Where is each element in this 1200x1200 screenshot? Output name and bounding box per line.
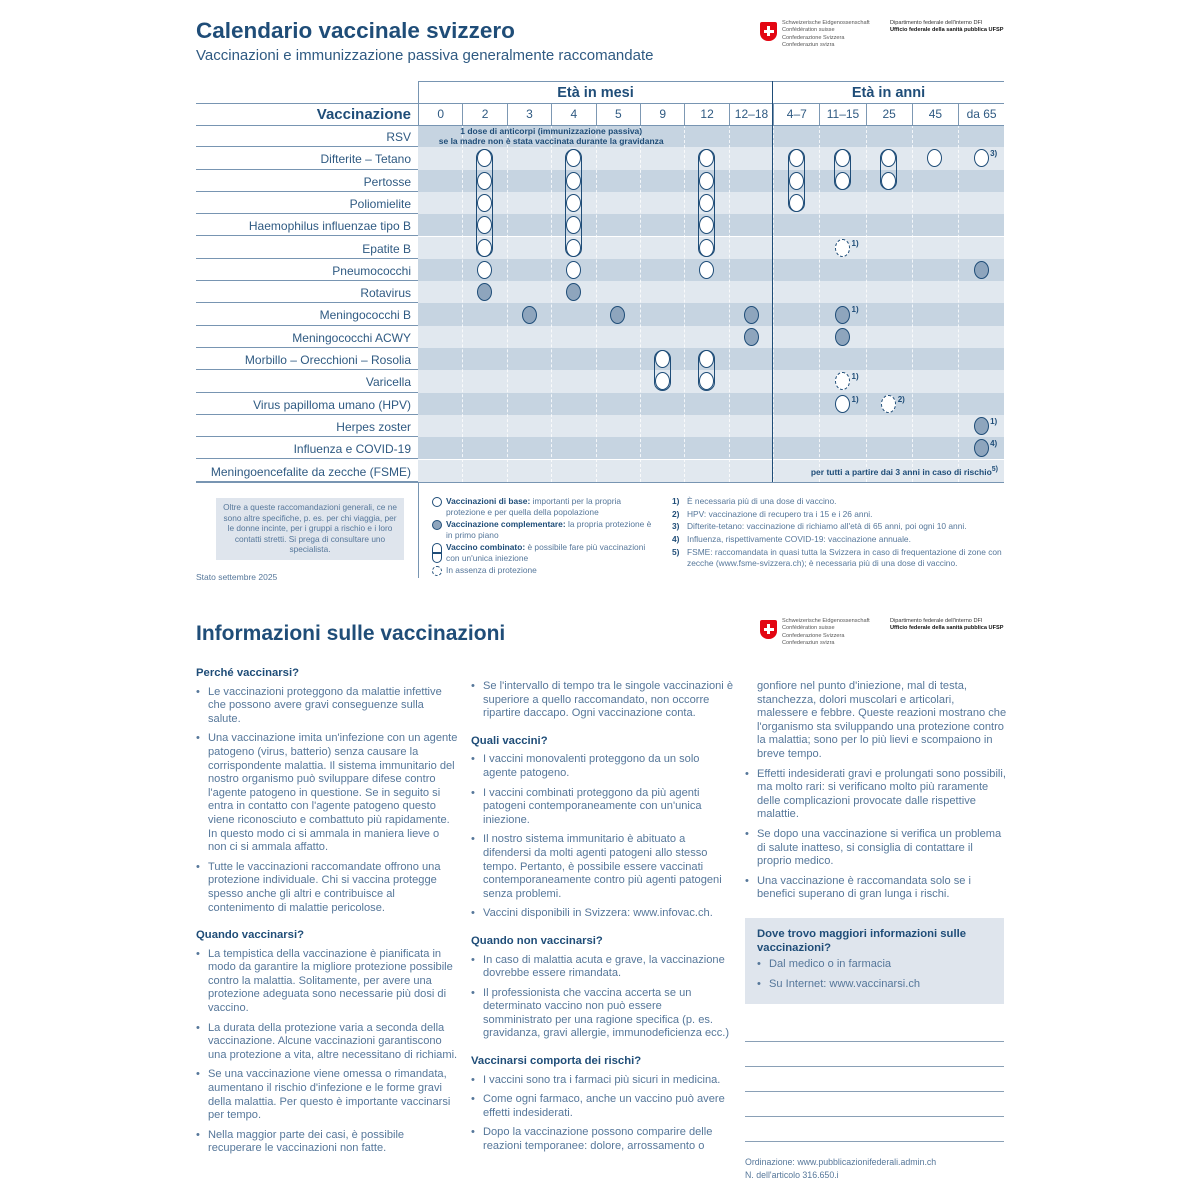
bullet-item: • Una vaccinazione è raccomandata solo se i benefici superano di gran lunga i rischi.: [745, 875, 1007, 902]
bullet-item: • Tutte le vaccinazioni raccomandate offrono una protezione individuale. Chi si vaccina protegge spesso anche gli altri e contribuisce al contenimento di malattie pericolose.: [196, 861, 458, 915]
column-separator: [819, 125, 820, 482]
column-header: da 65: [958, 104, 1004, 125]
footnote-ref: 2): [897, 394, 905, 404]
swiss-flag-icon: [760, 620, 777, 639]
bullet-item: • Se l'intervallo di tempo tra le singole vaccinazioni è superiore a quello raccomandato, non occorre ripartire daccapo. Ogni vaccinazione conta.: [471, 680, 733, 721]
row-label-3: Poliomielite: [196, 192, 418, 214]
footnote-ref: 1): [851, 238, 859, 248]
basic-vaccination-circle-icon: [835, 172, 850, 190]
row-label-1: Difterite – Tetano: [196, 147, 418, 169]
info-column-2: [471, 680, 733, 1168]
label-column-divider: [418, 81, 419, 125]
footnote: [672, 496, 1007, 507]
basic-vaccination-circle-icon: [789, 172, 804, 190]
combo2-legend-icon: [432, 543, 442, 563]
complementary-vaccination-circle-icon: [835, 328, 850, 346]
basic-vaccination-circle-icon: [699, 172, 714, 190]
confederation-names: [782, 618, 882, 647]
footnote-number: 3): [672, 521, 680, 532]
fsme-note: [778, 466, 998, 477]
base-legend-icon: [432, 497, 442, 507]
bullet-item: • I vaccini combinati proteggono da più agenti patogeni contemporaneamente con un'unica iniezione.: [471, 787, 733, 828]
column-separator: [773, 125, 774, 482]
footnote-text: È necessaria più di una dose di vaccino.: [687, 496, 837, 506]
page-subtitle: Vaccinazioni e immunizzazione passiva generalmente raccomandate: [196, 47, 654, 64]
bullet-list: [196, 948, 458, 1156]
legend-item: [432, 542, 657, 564]
write-line: [745, 1141, 1004, 1142]
footnote-ref: 3): [990, 149, 998, 159]
column-separator: [640, 125, 641, 482]
comp-legend-icon: [432, 520, 442, 530]
footnote: [672, 509, 1007, 520]
column-header: 5: [596, 104, 640, 125]
section-heading: Perché vaccinarsi?: [196, 667, 299, 679]
legend-item: [432, 565, 657, 576]
bullet-item: • La durata della protezione varia a seconda della vaccinazione. Alcune vaccinazioni garantiscono una protezione a vita, altre necessitano di richiami.: [196, 1022, 458, 1063]
basic-vaccination-circle-icon: [789, 194, 804, 212]
confederation-name: Confederazione Svizzera: [782, 34, 845, 41]
info-title: Informazioni sulle vaccinazioni: [196, 622, 506, 645]
footnote-ref: 4): [990, 439, 998, 449]
bullet-item: • Nella maggior parte dei casi, è possibile recuperare le vaccinazioni non fatte.: [196, 1129, 458, 1156]
fsme-note-ref: 5): [991, 465, 998, 473]
article-number: N. dell'articolo 316.650.i: [745, 1169, 839, 1180]
row-label-0: RSV: [196, 125, 418, 147]
confederation-name: Schweizerische Eidgenossenschaft: [782, 20, 870, 26]
office-name: Ufficio federale della sanità pubblica UFSP: [890, 625, 1004, 632]
basic-vaccination-circle-icon: [566, 239, 581, 257]
legend-text: è possibile fare più vaccinazioni con un'unica iniezione: [446, 542, 646, 563]
table-rule: [418, 81, 1004, 82]
complementary-vaccination-circle-icon: [974, 439, 989, 457]
federal-logo: [760, 20, 1010, 60]
vaccination-column-header: Vaccinazione: [316, 106, 411, 123]
confederation-name: Schweizerische Eidgenossenschaft: [782, 618, 870, 624]
column-separator: [866, 125, 867, 482]
confederation-name: Confederaziun svizra: [782, 639, 835, 646]
more-info-item: • Su Internet: www.vaccinarsi.ch: [757, 978, 992, 992]
row-label-9: Meningococchi ACWY: [196, 326, 418, 348]
basic-vaccination-circle-icon: [566, 261, 581, 279]
bullet-item: • Una vaccinazione imita un'infezione con un agente patogeno (virus, batterio) senza causare la corrispondente malattia. Il sistema immunitario del nostro organismo può sviluppare difese contro l'agente patogeno in questione. Se in seguito si entra in contatto con l'agente patogeno questo viene riconosciuto e combattuto più rapidamente. In questo modo ci si ammala in maniera lieve o non ci si ammala affatto.: [196, 732, 458, 854]
basic-vaccination-circle-icon: [477, 239, 492, 257]
row-label-8: Meningococchi B: [196, 303, 418, 325]
bullet-item: • Dopo la vaccinazione possono comparire delle reazioni temporanee: dolore, arrossamento o: [471, 1126, 733, 1153]
row-label-5: Epatite B: [196, 237, 418, 259]
order-info: [745, 1156, 936, 1181]
row-label-4: Haemophilus influenzae tipo B: [196, 214, 418, 236]
footnote-ref: 1): [851, 372, 859, 382]
group-header-months: Età in mesi: [557, 85, 634, 101]
write-line: [745, 1066, 1004, 1067]
column-header: 4: [551, 104, 595, 125]
office-names: [890, 20, 1020, 35]
legend-item: [432, 496, 657, 518]
column-separator: [596, 125, 597, 482]
legend-text: la propria protezione è in primo piano: [446, 519, 652, 540]
bullet-list: [471, 753, 733, 921]
footnote: [672, 547, 1007, 569]
office-names: [890, 618, 1020, 633]
no-protection-circle-icon: [881, 395, 896, 413]
footnote: [672, 534, 1007, 545]
legend-title: Vaccinazione complementare:: [446, 519, 566, 529]
column-header: 45: [912, 104, 958, 125]
column-separator: [958, 125, 959, 482]
table-rule: [196, 103, 1004, 104]
basic-vaccination-circle-icon: [655, 372, 670, 390]
write-line: [745, 1091, 1004, 1092]
footnote-number: 4): [672, 534, 680, 545]
basic-vaccination-circle-icon: [655, 350, 670, 368]
footnote-text: Difterite-tetano: vaccinazione di richiamo all'età di 65 anni, poi ogni 10 anni.: [687, 521, 967, 532]
group-header-years: Età in anni: [851, 85, 926, 101]
table-rule: [196, 482, 1004, 483]
legend-divider: [418, 482, 419, 578]
absent-legend-icon: [432, 566, 442, 576]
no-protection-circle-icon: [835, 239, 850, 257]
row-label-6: Pneumococchi: [196, 259, 418, 281]
specific-recommendations-note: Oltre a queste raccomandazioni generali, ce ne sono altre specifiche, p. es. per chi viaggia, per le donne incinte, per i gruppi a rischio e i loro contatti stretti. Si prega di consultare uno specialista.: [216, 498, 404, 560]
confederation-name: Confédération suisse: [782, 27, 835, 34]
row-label-7: Rotavirus: [196, 281, 418, 303]
info-column-1: [196, 667, 458, 1170]
bullet-item: • La tempistica della vaccinazione è pianificata in modo da garantire la migliore protezione possibile contro la malattia. Solitamente, per avere una protezione adeguata sono necessarie più dosi di vaccino.: [196, 948, 458, 1016]
fsme-note-text: per tutti a partire dai 3 anni in caso di rischio: [810, 466, 992, 477]
column-separator: [729, 125, 730, 482]
basic-vaccination-circle-icon: [566, 172, 581, 190]
footnote-number: 2): [672, 508, 680, 519]
bullet-item: • Se una vaccinazione viene omessa o rimandata, aumentano il rischio d'infezione e le forme gravi della malattia. Per questo è importante vaccinarsi per tempo.: [196, 1068, 458, 1122]
footnote-number: 5): [672, 546, 680, 557]
basic-vaccination-circle-icon: [881, 172, 896, 190]
status-date: Stato settembre 2025: [196, 572, 278, 582]
more-info-box: [745, 918, 1004, 1004]
column-separator: [912, 125, 913, 482]
section-heading: Vaccinarsi comporta dei rischi?: [471, 1055, 642, 1068]
basic-vaccination-circle-icon: [699, 239, 714, 257]
order-url: Ordinazione: www.pubblicazionifederali.admin.ch: [745, 1157, 937, 1167]
column-header: 11–15: [819, 104, 865, 125]
bullet-list: [471, 1074, 733, 1154]
more-info-heading: Dove trovo maggiori informazioni sulle vaccinazioni?: [757, 928, 967, 954]
bullet-item: • Il professionista che vaccina accerta se un determinato vaccino non può essere somministrato per una ragione specifica (p. es. gravidanza, gravi allergie, immunodeficienza ecc.): [471, 987, 733, 1041]
footnote-text: FSME: raccomandata in quasi tutta la Svizzera in caso di frequentazione di zone con zecche (www.fsme-svizzera.ch); è necessaria più di una dose di vaccino.: [687, 546, 1002, 569]
basic-vaccination-circle-icon: [477, 261, 492, 279]
office-name: Ufficio federale della sanità pubblica UFSP: [890, 27, 1004, 34]
bullet-item: • Se dopo una vaccinazione si verifica un problema di salute inatteso, si consiglia di contattare il proprio medico.: [745, 828, 1007, 869]
federal-logo: [760, 618, 1010, 658]
bullet-item: • I vaccini sono tra i farmaci più sicuri in medicina.: [471, 1074, 733, 1088]
write-line: [745, 1041, 1004, 1042]
bullet-list: [471, 954, 733, 1042]
footnotes: [672, 496, 1007, 571]
rsv-note-line: 1 dose di anticorpi (immunizzazione passiva): [460, 126, 643, 136]
column-header: 9: [640, 104, 684, 125]
complementary-vaccination-circle-icon: [566, 283, 581, 301]
bullet-item: • Come ogni farmaco, anche un vaccino può avere effetti indesiderati.: [471, 1093, 733, 1120]
row-label-14: Influenza e COVID-19: [196, 437, 418, 459]
basic-vaccination-circle-icon: [566, 194, 581, 212]
row-label-11: Varicella: [196, 370, 418, 392]
row-label-2: Pertosse: [196, 170, 418, 192]
legend-title: Vaccino combinato:: [446, 542, 526, 552]
legend-text: importanti per la propria protezione e per quella della popolazione: [446, 496, 622, 517]
column-header: 3: [507, 104, 551, 125]
basic-vaccination-circle-icon: [477, 172, 492, 190]
column-separator: [551, 125, 552, 482]
column-separator: [507, 125, 508, 482]
swiss-flag-icon: [760, 22, 777, 41]
footnote-ref: 1): [990, 416, 998, 426]
bullet-list: [196, 686, 458, 916]
complementary-vaccination-circle-icon: [744, 306, 759, 324]
legend-item: [432, 519, 657, 541]
column-header: 25: [866, 104, 912, 125]
footnote: [672, 521, 1007, 532]
footnote-text: HPV: vaccinazione di recupero tra i 15 e i 26 anni.: [687, 508, 873, 519]
bullet-item: • I vaccini monovalenti proteggono da un solo agente patogeno.: [471, 753, 733, 780]
rsv-note-line: se la madre non è stata vaccinata durante la gravidanza: [438, 136, 664, 146]
bullet-list: [745, 680, 1007, 902]
confederation-name: Confédération suisse: [782, 625, 835, 632]
complementary-vaccination-circle-icon: [522, 306, 537, 324]
footnote-number: 1): [672, 496, 680, 506]
bullet-item: • In caso di malattia acuta e grave, la vaccinazione dovrebbe essere rimandata.: [471, 954, 733, 981]
row-label-12: Virus papilloma umano (HPV): [196, 393, 418, 415]
bullet-item: • Effetti indesiderati gravi e prolungati sono possibili, ma molto rari: si verificano molto più raramente delle complicazioni provocate dalle rispettive malattie.: [745, 768, 1007, 822]
section-heading: Quando non vaccinarsi?: [471, 934, 603, 947]
bullet-list: [471, 680, 733, 721]
page-title: Calendario vaccinale svizzero: [196, 18, 515, 43]
basic-vaccination-circle-icon: [835, 395, 850, 413]
column-separator: [684, 125, 685, 482]
confederation-names: [782, 20, 882, 49]
department-name: Dipartimento federale dell'interno DFI: [890, 20, 983, 26]
more-info-item: • Dal medico o in farmacia: [757, 958, 992, 972]
footnote-ref: 1): [851, 305, 859, 315]
confederation-name: Confederazione Svizzera: [782, 632, 845, 639]
basic-vaccination-circle-icon: [974, 149, 989, 167]
footnote-text: Influenza, rispettivamente COVID-19: vaccinazione annuale.: [687, 534, 911, 545]
bullet-item: gonfiore nel punto d'iniezione, mal di testa, stanchezza, dolori muscolari e articolari, malessere e febbre. Queste reazioni mostrano che l'organismo sta sviluppando una protezione contro la malattia; sono per lo più lievi e scompaiono in breve tempo.: [757, 680, 1007, 760]
info-column-3: [745, 680, 1007, 916]
section-heading: Quando vaccinarsi?: [196, 929, 304, 942]
rsv-note: [418, 126, 684, 146]
basic-vaccination-circle-icon: [699, 261, 714, 279]
legend-text: In assenza di protezione: [446, 565, 537, 575]
column-header: 12: [684, 104, 728, 125]
column-separator: [462, 125, 463, 482]
complementary-vaccination-circle-icon: [974, 417, 989, 435]
column-header: 4–7: [773, 104, 819, 125]
age-group-divider: [772, 81, 773, 482]
complementary-vaccination-circle-icon: [610, 306, 625, 324]
write-line: [745, 1116, 1004, 1117]
complementary-vaccination-circle-icon: [744, 328, 759, 346]
row-label-13: Herpes zoster: [196, 415, 418, 437]
bullet-item: • Il nostro sistema immunitario è abituato a difendersi da molti agenti patogeni allo stesso tempo. Pertanto, è possibile essere vaccinati contemporaneamente contro più agenti patogeni senza problemi.: [471, 833, 733, 901]
column-header: 2: [462, 104, 506, 125]
column-header: 12–18: [729, 104, 773, 125]
bullet-item: • Vaccini disponibili in Svizzera: www.infovac.ch.: [471, 907, 733, 921]
department-name: Dipartimento federale dell'interno DFI: [890, 618, 983, 624]
column-header: 0: [418, 104, 462, 125]
complementary-vaccination-circle-icon: [835, 306, 850, 324]
section-heading: Quali vaccini?: [471, 734, 548, 747]
bullet-item: • Le vaccinazioni proteggono da malattie infettive che possono avere gravi conseguenze sulla salute.: [196, 686, 458, 727]
row-label-15: Meningoencefalite da zecche (FSME): [196, 460, 418, 482]
footnote-ref: 1): [851, 394, 859, 404]
complementary-vaccination-circle-icon: [974, 261, 989, 279]
row-label-10: Morbillo – Orecchioni – Rosolia: [196, 348, 418, 370]
legend: [432, 496, 657, 577]
legend-title: Vaccinazioni di base:: [446, 496, 531, 506]
confederation-name: Confederaziun svizra: [782, 41, 835, 48]
